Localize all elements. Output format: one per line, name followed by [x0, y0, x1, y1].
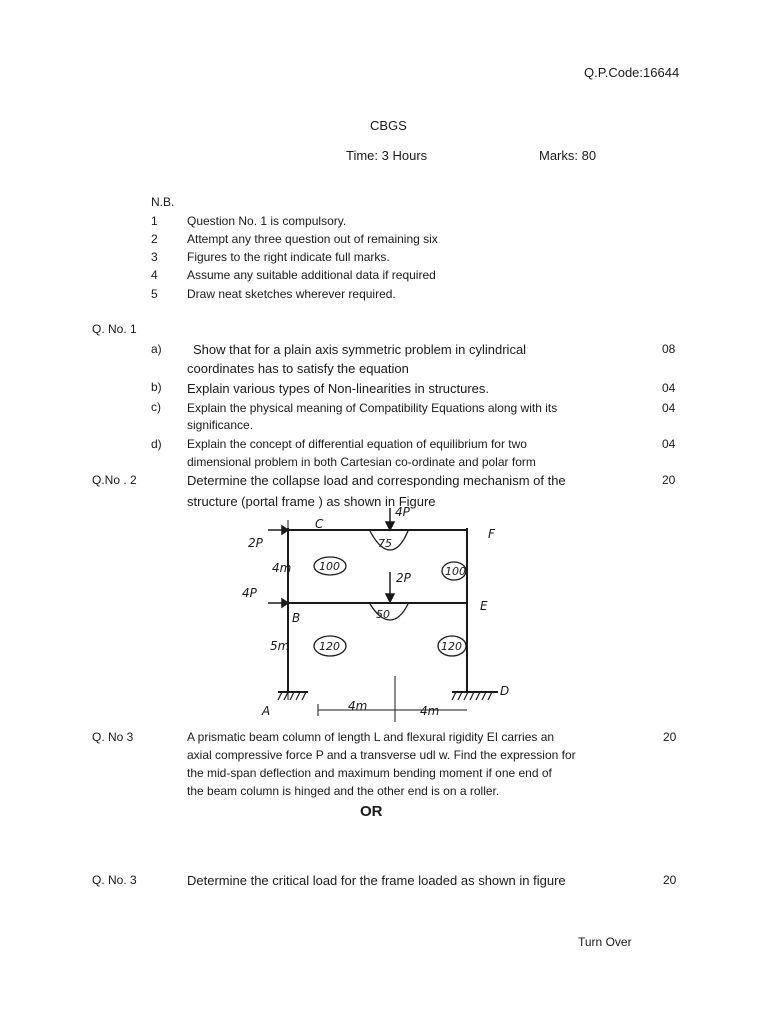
node-b-label: B [292, 611, 301, 625]
q3b-marks: 20 [663, 873, 677, 887]
q1-label: Q. No. 1 [92, 322, 137, 336]
top-load-label: 4P [395, 505, 410, 519]
turn-over-label: Turn Over [578, 935, 632, 949]
scheme-label: CBGS [370, 118, 407, 133]
node-f-label: F [488, 527, 495, 541]
q1a-marks: 08 [662, 342, 676, 356]
q3a-line: axial compressive force P and a transverse udl w. Find the expression for [187, 748, 576, 762]
top-left-load-label: 2P [248, 536, 263, 550]
node-d-label: D [500, 684, 510, 698]
support-hatching [278, 692, 492, 700]
beam-load-arrowhead [386, 594, 394, 602]
nb-text: Question No. 1 is compulsory. [187, 214, 347, 228]
q1c-label: c) [151, 400, 161, 414]
q1a-text-line1: Show that for a plain axis symmetric problem in cylindrical [193, 342, 527, 357]
q1b-text: Explain various types of Non-linearities in structures. [187, 381, 490, 396]
q1d-text-line2: dimensional problem in both Cartesian co-ordinate and polar form [187, 455, 536, 469]
q3a-label: Q. No 3 [92, 730, 134, 744]
q1a-label: a) [151, 342, 162, 356]
q3b-text: Determine the critical load for the frame loaded as shown in figure [187, 873, 566, 888]
upper-left-mp-label: 100 [319, 560, 340, 573]
nb-num: 3 [151, 250, 158, 264]
nb-text: Assume any suitable additional data if required [187, 268, 436, 282]
q1c-marks: 04 [662, 401, 676, 415]
node-e-label: E [480, 599, 488, 613]
qp-code: Q.P.Code:16644 [584, 65, 680, 80]
marks-label: Marks: 80 [539, 148, 597, 163]
upper-right-mp-label: 100 [445, 565, 466, 578]
q1c-text-line1: Explain the physical meaning of Compatibility Equations along with its [187, 401, 558, 415]
nb-label: N.B. [151, 195, 175, 209]
lower-right-mp-label: 120 [441, 640, 462, 653]
q3a-line: A prismatic beam column of length L and flexural rigidity EI carries an [187, 730, 555, 744]
q3a-line: the beam column is hinged and the other end is on a roller. [187, 784, 500, 798]
q1d-marks: 04 [662, 437, 676, 451]
q2-text-line2: structure (portal frame ) as shown in Figure [187, 494, 436, 509]
nb-num: 4 [151, 268, 158, 282]
upper-height-label: 4m [272, 561, 292, 575]
portal-frame-figure [230, 500, 520, 730]
beam-load-label: 2P [396, 571, 411, 585]
q1c-text-line2: significance. [187, 418, 254, 432]
q2-text-line1: Determine the collapse load and corresponding mechanism of the [187, 473, 566, 488]
lower-left-mp-label: 120 [319, 640, 340, 653]
nb-num: 1 [151, 214, 158, 228]
lower-height-label: 5m [270, 639, 290, 653]
q1b-marks: 04 [662, 381, 676, 395]
q2-marks: 20 [662, 473, 676, 487]
q3a-marks: 20 [663, 730, 677, 744]
right-span-label: 4m [420, 704, 440, 718]
nb-num: 5 [151, 287, 158, 301]
q1a-text-line2: coordinates has to satisfy the equation [187, 361, 409, 376]
nb-text: Figures to the right indicate full marks. [187, 250, 390, 264]
top-beam-mp-label: 75 [378, 537, 392, 550]
or-separator: OR [360, 803, 383, 820]
q1d-label: d) [151, 437, 162, 451]
nb-num: 2 [151, 232, 158, 246]
nb-text: Attempt any three question out of remaining six [187, 232, 438, 246]
time-label: Time: 3 Hours [346, 148, 428, 163]
mid-beam-mp-label: 50 [376, 608, 390, 621]
q3a-line: the mid-span deflection and maximum bending moment if one end of [187, 766, 552, 780]
node-c-label: C [315, 517, 324, 531]
top-load-arrowhead [386, 522, 394, 530]
q1b-label: b) [151, 380, 162, 394]
left-span-label: 4m [348, 699, 368, 713]
mid-left-load-label: 4P [242, 586, 257, 600]
nb-text: Draw neat sketches wherever required. [187, 287, 396, 301]
q1d-text-line1: Explain the concept of differential equation of equilibrium for two [187, 437, 527, 451]
q2-label: Q.No . 2 [92, 473, 137, 487]
q3b-label: Q. No. 3 [92, 873, 137, 887]
node-a-label: A [262, 704, 271, 718]
